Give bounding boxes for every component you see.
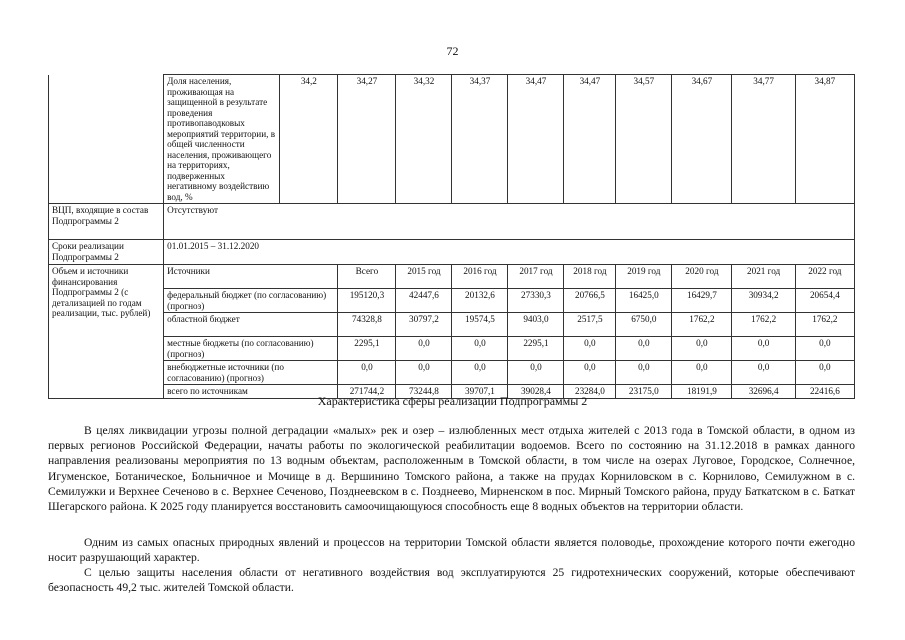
finance-source-name: областной бюджет — [164, 313, 338, 337]
finance-value: 18191,9 — [672, 385, 732, 399]
share-value: 34,67 — [672, 75, 732, 204]
share-row-label: Доля населения, проживающая на защищенной в результате проведения противопаводковых мероприятий территории, в общей численности населения, проживающего на территориях, подверженных негативному воздействию вод, % — [164, 75, 280, 204]
share-row-empty-cell — [49, 75, 164, 204]
subprogram-passport-table — [48, 74, 855, 399]
finance-header-year: 2018 год — [564, 265, 616, 289]
finance-total: 2295,1 — [338, 337, 396, 361]
finance-source-name: федеральный бюджет (по согласованию) (прогноз) — [164, 289, 338, 313]
finance-source-name: всего по источникам — [164, 385, 338, 399]
finance-value: 0,0 — [396, 361, 452, 385]
share-value: 34,27 — [338, 75, 396, 204]
finance-value: 42447,6 — [396, 289, 452, 313]
vcp-label: ВЦП, входящие в состав Подпрограммы 2 — [49, 204, 164, 240]
finance-row-federal — [49, 289, 855, 313]
finance-value: 0,0 — [508, 361, 564, 385]
finance-header-year: 2016 год — [452, 265, 508, 289]
finance-total: 195120,3 — [338, 289, 396, 313]
finance-value: 0,0 — [616, 337, 672, 361]
finance-value: 23175,0 — [616, 385, 672, 399]
finance-value: 20766,5 — [564, 289, 616, 313]
finance-value: 0,0 — [795, 361, 854, 385]
finance-value: 0,0 — [795, 337, 854, 361]
finance-header-year: 2015 год — [396, 265, 452, 289]
finance-value: 6750,0 — [616, 313, 672, 337]
finance-header-year: 2021 год — [732, 265, 795, 289]
terms-label: Сроки реализации Подпрограммы 2 — [49, 240, 164, 265]
finance-value: 30934,2 — [732, 289, 795, 313]
finance-value: 30797,2 — [396, 313, 452, 337]
finance-value: 20654,4 — [795, 289, 854, 313]
finance-source-name: внебюджетные источники (по согласованию) (прогноз) — [164, 361, 338, 385]
share-value: 34,77 — [732, 75, 795, 204]
finance-value: 39707,1 — [452, 385, 508, 399]
paragraph-3: С целью защиты населения области от негативного воздействия вод эксплуатируются 25 гидротехнических сооружений, которые обеспечивают безопасность 49,2 тыс. жителей Томской области. — [48, 566, 855, 595]
finance-value: 16425,0 — [616, 289, 672, 313]
finance-value: 19574,5 — [452, 313, 508, 337]
finance-value: 0,0 — [732, 361, 795, 385]
finance-value: 0,0 — [452, 361, 508, 385]
finance-value: 20132,6 — [452, 289, 508, 313]
finance-value: 23284,0 — [564, 385, 616, 399]
finance-value: 0,0 — [616, 361, 672, 385]
share-value: 34,2 — [280, 75, 338, 204]
finance-header-year: 2022 год — [795, 265, 854, 289]
finance-value: 0,0 — [564, 361, 616, 385]
finance-value: 0,0 — [672, 361, 732, 385]
finance-header-sources: Источники — [164, 265, 338, 289]
share-value: 34,57 — [616, 75, 672, 204]
page-number: 72 — [446, 44, 459, 58]
finance-value: 0,0 — [732, 337, 795, 361]
finance-value: 0,0 — [672, 337, 732, 361]
finance-value: 9403,0 — [508, 313, 564, 337]
paragraph-1: В целях ликвидации угрозы полной деградации «малых» рек и озер – излюбленных мест отдыха жителей с 2013 года в Томской области, в одном из первых регионов Российской Федерации, начаты работы по экологической реабилитации водоемов. Всего по состоянию на 31.12.2018 в рамках данного направления реализованы мероприятия по 13 водным объектам, расположенным в Томской области, в том числе на озерах Луговое, Городское, Солнечное, Игуменское, Ботаническое, Больничное и Мочище в д. Вершинино Томского района, а также на прудах Корниловском в с. Корнилово, Семилужном в с. Семилужки и Верхнее Сеченово в с. Верхнее Сеченово, Позднеевском в с. Позднеево, Мирненском в пос. Мирный Томского района, пруду Баткатском в с. Баткат Шегарского района. К 2025 году планируется восстановить самоочищающуюся способность еще 8 водных объектов на территории области. — [48, 424, 855, 514]
finance-value: 73244,8 — [396, 385, 452, 399]
finance-value: 0,0 — [564, 337, 616, 361]
finance-value: 0,0 — [396, 337, 452, 361]
share-value: 34,47 — [508, 75, 564, 204]
finance-header-total: Всего — [338, 265, 396, 289]
finance-header-year: 2017 год — [508, 265, 564, 289]
paragraph-2: Одним из самых опасных природных явлений и процессов на территории Томской области является половодье, прохождение которого почти ежегодно носит разрушающий характер. — [48, 536, 855, 565]
finance-value: 1762,2 — [732, 313, 795, 337]
finance-header-year: 2020 год — [672, 265, 732, 289]
finance-row-regional — [49, 313, 855, 337]
finance-total: 271744,2 — [338, 385, 396, 399]
share-value: 34,32 — [396, 75, 452, 204]
finance-value: 0,0 — [452, 337, 508, 361]
terms-row — [49, 240, 855, 265]
finance-header-row — [49, 265, 855, 289]
share-value: 34,47 — [564, 75, 616, 204]
finance-label: Объем и источники финансирования Подпрограммы 2 (с детализацией по годам реализации, тыс. рублей) — [49, 265, 164, 399]
finance-value: 32696,4 — [732, 385, 795, 399]
finance-row-extrabudget — [49, 361, 855, 385]
section-title: Характеристика сферы реализации Подпрограммы 2 — [317, 394, 588, 408]
share-value: 34,37 — [452, 75, 508, 204]
finance-value: 22416,6 — [795, 385, 854, 399]
share-row — [49, 75, 855, 204]
finance-value: 2295,1 — [508, 337, 564, 361]
finance-value: 2517,5 — [564, 313, 616, 337]
finance-value: 39028,4 — [508, 385, 564, 399]
finance-row-local — [49, 337, 855, 361]
finance-total: 0,0 — [338, 361, 396, 385]
finance-value: 27330,3 — [508, 289, 564, 313]
finance-header-year: 2019 год — [616, 265, 672, 289]
finance-value: 1762,2 — [795, 313, 854, 337]
terms-value: 01.01.2015 – 31.12.2020 — [164, 240, 855, 265]
finance-value: 1762,2 — [672, 313, 732, 337]
share-value: 34,87 — [795, 75, 854, 204]
vcp-row — [49, 204, 855, 240]
vcp-value: Отсутствуют — [164, 204, 855, 240]
finance-source-name: местные бюджеты (по согласованию) (прогноз) — [164, 337, 338, 361]
finance-total: 74328,8 — [338, 313, 396, 337]
finance-value: 16429,7 — [672, 289, 732, 313]
